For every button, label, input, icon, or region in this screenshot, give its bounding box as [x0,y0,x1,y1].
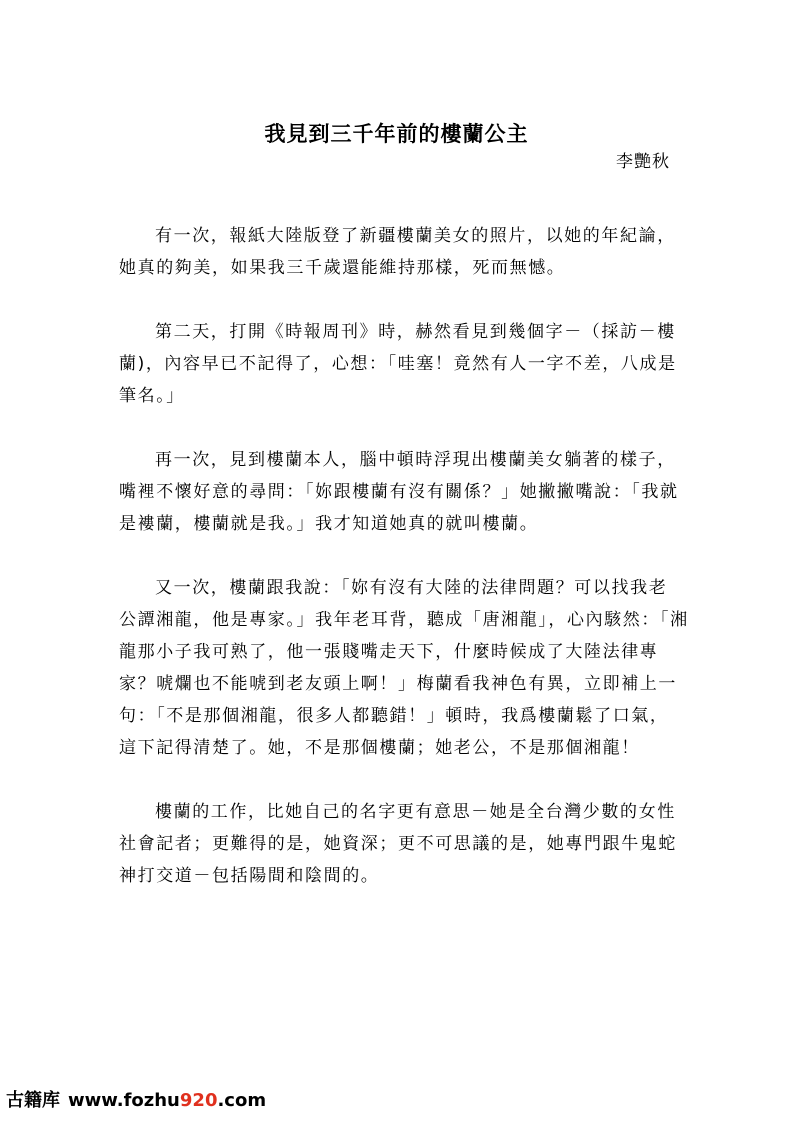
paragraph-line: 公譚湘龍，他是專家。」我年老耳背，聽成「唐湘龍」，心內駭然：「湘 [119,610,689,630]
paragraph [119,796,677,892]
paragraph-line: 又一次，樓蘭跟我說：「妳有沒有大陸的法律問題？可以找我老 [155,578,668,598]
paragraph-line: 再一次，見到樓蘭本人，腦中頓時浮現出樓蘭美女躺著的樣子， [155,450,676,470]
paragraph-line: 蘭)，內容早已不記得了，心想：「哇塞！竟然有人一字不差，八成是 [119,354,677,374]
site-watermark [6,1089,266,1113]
article-body [119,220,689,924]
paragraph-line: 句：「不是那個湘龍，很多人都聽錯！」頓時，我爲樓蘭鬆了口氣， [119,706,669,726]
paragraph-line: 筆名。」 [119,386,185,406]
author-name: 李艷秋 [616,152,670,172]
paragraph-line: 第二天，打開《時報周刊》時，赫然看見到幾個字－（採訪－樓 [155,322,676,342]
site-url-prefix: www.fozhu [68,1090,180,1111]
paragraph [119,316,677,412]
paragraph [119,572,689,764]
paragraph [119,220,674,284]
paragraph-line: 龍那小子我可熟了，他一張賤嘴走天下，什麼時候成了大陸法律專 [119,642,659,662]
paragraph-line: 神打交道－包括陽間和陰間的。 [119,866,380,886]
paragraph [119,444,679,540]
paragraph-line: 家？唬爛也不能唬到老友頭上啊！」梅蘭看我神色有異，立即補上一 [119,674,677,694]
page-title: 我見到三千年前的樓蘭公主 [264,122,529,147]
paragraph-line: 是褸蘭，樓蘭就是我。」我才知道她真的就叫樓蘭。 [119,514,539,534]
site-name: 古籍库 [6,1090,60,1111]
paragraph-line: 這下記得清楚了。她，不是那個樓蘭；她老公，不是那個湘龍！ [119,738,640,758]
paragraph-line: 樓蘭的工作，比她自己的名字更有意思－她是全台灣少數的女性 [155,802,676,822]
paragraph-line: 嘴裡不懷好意的尋問：「妳跟樓蘭有沒有關係？」她撇撇嘴說：「我就 [119,482,679,502]
site-url-suffix: .com [217,1090,267,1111]
paragraph-line: 她真的夠美，如果我三千歲還能維持那樣，死而無憾。 [119,258,566,278]
site-url-highlight: 920 [179,1090,218,1111]
paragraph-line: 社會記者；更難得的是，她資深；更不可思議的是，她專門跟牛鬼蛇 [119,834,677,854]
paragraph-line: 有一次，報紙大陸版登了新疆樓蘭美女的照片，以她的年紀論， [155,226,676,246]
